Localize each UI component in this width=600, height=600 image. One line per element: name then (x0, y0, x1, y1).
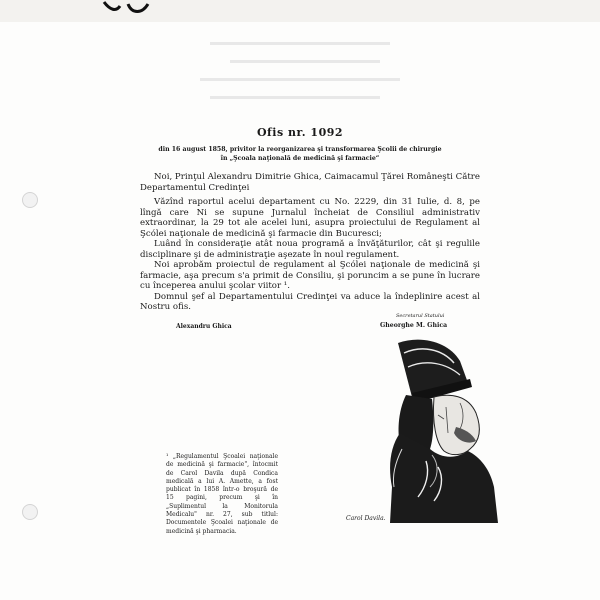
punch-hole (22, 192, 38, 208)
signature-role: Secretarul Statului (396, 313, 445, 319)
bleed-through-text (210, 42, 390, 45)
paragraph: Luând în consideraţie atât noua programă a învăţăturilor, cât şi regulile disciplinare şi de administraţie aşezate în noul regulament. (140, 239, 480, 260)
document-title: Ofis nr. 1092 (256, 126, 344, 139)
paragraph: Domnul şef al Departamentului Credinţei va aduce la îndeplinire acest al Nostru ofis. (140, 291, 480, 312)
paragraph: Noi aprobăm proiectul de regulament al Şcólei naţionale de medicină şi farmacie, aşa precum s'a primit de Consiliu, şi poruncim a se pune în lucrare cu începerea anului şcolar viitor ¹. (140, 260, 480, 291)
page-top-edge (0, 0, 600, 22)
portrait-caption: Carol Davila. (346, 515, 386, 522)
document-subtitle-line: în „Şcoala naţională de medicină şi farmacie“ (220, 155, 380, 162)
bleed-through-text (210, 96, 380, 99)
bleed-through-text (230, 60, 380, 63)
carol-davila-portrait (372, 337, 498, 523)
paragraph: Noi, Prinţul Alexandru Dimitrie Ghica, Caimacamul Ţărei Româneşti Către Departamentul Credinţei (140, 172, 480, 193)
decree-body (140, 172, 480, 313)
bleed-through-mark (98, 0, 162, 22)
document-subtitle-line: din 16 august 1858, privitor la reorganizarea şi transformarea Şcolii de chirurgie (158, 146, 442, 153)
footnote: ¹ „Regulamentul Şcoalei naţionale de medicină şi farmacie", întocmit de Carol Davila după Condica medicală a lui A. Amette, a fost publicat în 1858 într-o broşură de 15 pagini, precum şi în „Suplimentul la Monitorula Medicalu" nr. 27, sub titlul: Documentele Şcoalei naţionale de medicină şi pharmacia. (166, 453, 278, 535)
signature-gheorghe-ghica: Gheorghe M. Ghica (380, 322, 448, 329)
paragraph: Văzînd raportul acelui departament cu No. 2229, din 31 Iulie, d. 8, pe lîngă care Ni se supune Jurnalul încheiat de Consiliul administrativ extraordinar, la 29 tot ale acelei luni, asupra proiectului de Regulament al Şcólei naţionale de medicină şi farmacie din Bucuresci; (140, 197, 480, 239)
signature-alexandru-ghica: Alexandru Ghica (176, 323, 232, 330)
punch-hole (22, 504, 38, 520)
bleed-through-text (200, 78, 400, 81)
